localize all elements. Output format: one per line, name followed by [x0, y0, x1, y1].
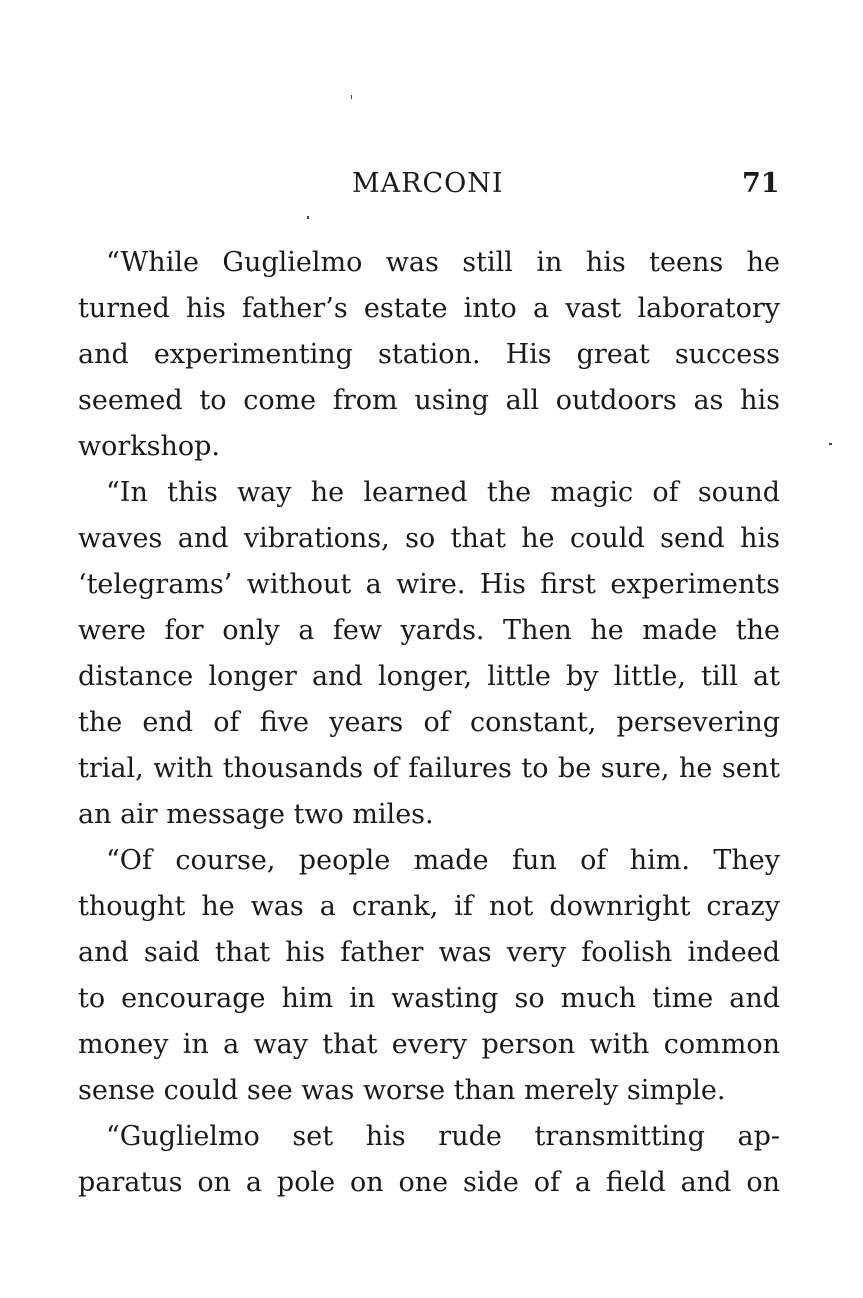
text-line: “Guglielmo set his rude transmitting ap- — [106, 1121, 780, 1152]
print-speck-top — [351, 95, 352, 99]
text-line: paratus on a pole on one side of a field and on — [78, 1167, 780, 1198]
page-header — [0, 168, 863, 208]
body-text — [78, 240, 780, 1206]
text-line: and experimenting station. His great success — [78, 339, 780, 370]
paragraph-2 — [78, 470, 780, 838]
page-number: 71 — [742, 168, 780, 199]
text-line: turned his father’s estate into a vast laboratory — [78, 293, 780, 324]
text-line: and said that his father was very foolish indeed — [78, 937, 780, 968]
text-line: “In this way he learned the magic of sound — [106, 477, 780, 508]
text-line: the end of five years of constant, persevering — [78, 707, 780, 738]
text-line: an air message two miles. — [78, 799, 434, 830]
text-line: “While Guglielmo was still in his teens he — [106, 247, 780, 278]
text-line: were for only a few yards. Then he made the — [78, 615, 780, 646]
print-speck-right — [829, 443, 832, 445]
paragraph-3 — [78, 838, 780, 1114]
text-line: to encourage him in wasting so much time and — [78, 983, 780, 1014]
text-line: sense could see was worse than merely simple. — [78, 1075, 726, 1106]
text-line: distance longer and longer, little by little, till at — [78, 661, 780, 692]
text-line: money in a way that every person with common — [78, 1029, 780, 1060]
text-line: thought he was a crank, if not downright crazy — [78, 891, 780, 922]
print-speck-mid — [307, 216, 309, 219]
text-line: “Of course, people made fun of him. They — [106, 845, 780, 876]
paragraph-4 — [78, 1114, 780, 1206]
text-line: trial, with thousands of failures to be sure, he sent — [78, 753, 780, 784]
running-title: MARCONI — [352, 168, 504, 199]
text-line: waves and vibrations, so that he could send his — [78, 523, 780, 554]
text-line: workshop. — [78, 431, 221, 462]
paragraph-1 — [78, 240, 780, 470]
text-line: seemed to come from using all outdoors as his — [78, 385, 780, 416]
text-line: ‘telegrams’ without a wire. His first experiments — [78, 569, 780, 600]
